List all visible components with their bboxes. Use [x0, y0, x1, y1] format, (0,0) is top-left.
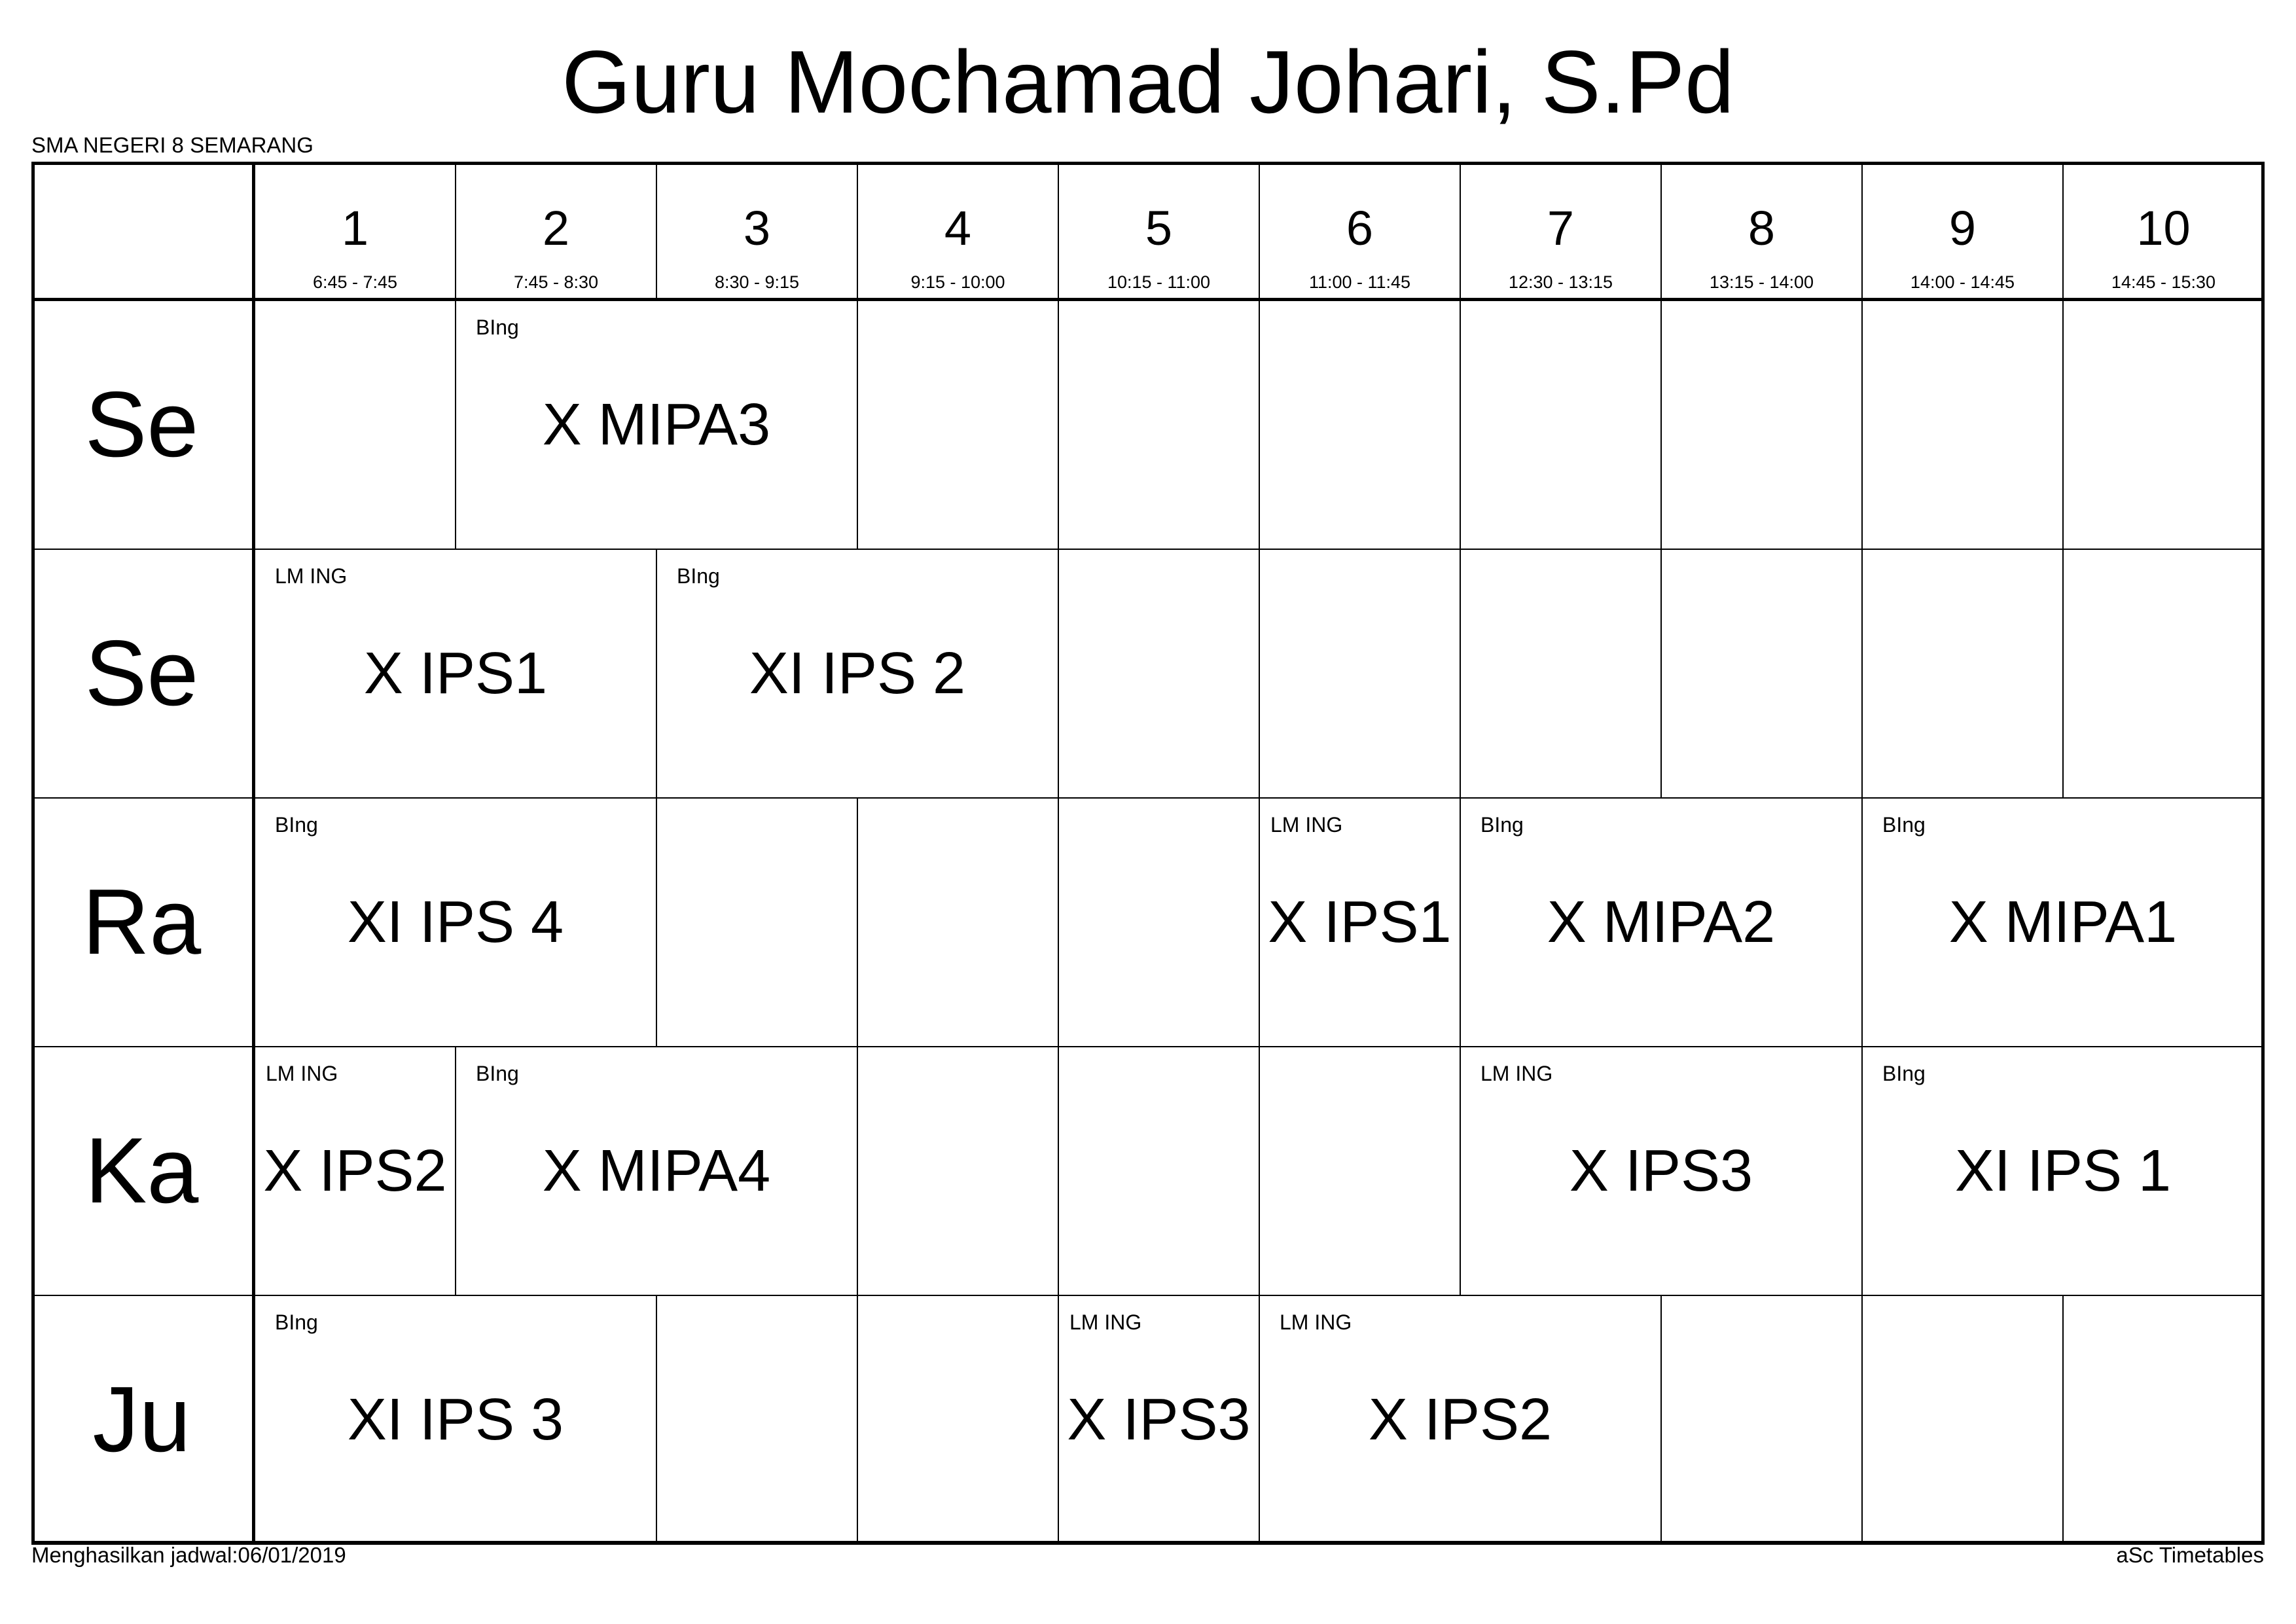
period-time: 13:15 - 14:00 [1709, 272, 1814, 292]
empty-slot[interactable] [657, 1296, 858, 1545]
lesson-card[interactable] [1461, 1047, 1863, 1296]
lesson-class: XI IPS 2 [749, 640, 966, 706]
lesson-class: X IPS3 [1569, 1138, 1753, 1204]
empty-slot[interactable] [1260, 1047, 1461, 1296]
period-header [456, 162, 657, 301]
empty-slot[interactable] [1059, 301, 1260, 550]
lesson-subject: BIng [677, 564, 720, 588]
empty-slot[interactable] [1863, 1296, 2064, 1545]
empty-slot[interactable] [1461, 550, 1662, 799]
period-header [2064, 162, 2265, 301]
period-number: 3 [743, 201, 771, 255]
empty-slot[interactable] [2064, 550, 2265, 799]
period-header [1059, 162, 1260, 301]
period-header [858, 162, 1059, 301]
lesson-class: X MIPA3 [542, 391, 771, 458]
period-number: 8 [1748, 201, 1776, 255]
lesson-card[interactable] [1863, 799, 2265, 1047]
empty-slot[interactable] [858, 301, 1059, 550]
period-header [255, 162, 456, 301]
generated-date: Menghasilkan jadwal:06/01/2019 [31, 1543, 346, 1567]
day-label: Ju [31, 1296, 255, 1545]
empty-slot[interactable] [255, 301, 456, 550]
lesson-class: XI IPS 3 [347, 1386, 564, 1453]
lesson-subject: LM ING [1280, 1310, 1352, 1334]
lesson-card[interactable] [456, 301, 858, 550]
lesson-subject: LM ING [1480, 1062, 1553, 1085]
empty-slot[interactable] [858, 1296, 1059, 1545]
lesson-class: X MIPA1 [1948, 889, 2178, 955]
period-header [1461, 162, 1662, 301]
lesson-subject: BIng [1882, 1062, 1926, 1085]
lesson-subject: BIng [476, 316, 519, 339]
period-number: 9 [1948, 201, 1977, 255]
lesson-class: XI IPS 4 [347, 889, 564, 955]
period-header [1662, 162, 1863, 301]
period-time: 7:45 - 8:30 [513, 272, 599, 292]
period-time: 10:15 - 11:00 [1107, 272, 1211, 292]
empty-slot[interactable] [1662, 550, 1863, 799]
empty-slot[interactable] [1662, 1296, 1863, 1545]
lesson-card[interactable] [255, 550, 657, 799]
period-number: 1 [341, 201, 369, 255]
lesson-subject: BIng [476, 1062, 519, 1085]
lesson-card[interactable] [456, 1047, 858, 1296]
lesson-class: X IPS1 [1268, 889, 1452, 955]
empty-slot[interactable] [858, 799, 1059, 1047]
period-header [657, 162, 858, 301]
lesson-card[interactable] [255, 1047, 456, 1296]
day-label: Ra [31, 799, 255, 1047]
empty-slot[interactable] [1461, 301, 1662, 550]
empty-slot[interactable] [1662, 301, 1863, 550]
period-time: 9:15 - 10:00 [910, 272, 1005, 292]
period-header [1863, 162, 2064, 301]
lesson-card[interactable] [1059, 1296, 1260, 1545]
lesson-card[interactable] [1260, 1296, 1662, 1545]
empty-slot[interactable] [1059, 550, 1260, 799]
lesson-subject: LM ING [1270, 813, 1343, 837]
lesson-class: X IPS3 [1067, 1386, 1251, 1453]
lesson-card[interactable] [1260, 799, 1461, 1047]
day-label: Se [31, 550, 255, 799]
lesson-subject: BIng [1882, 813, 1926, 837]
lesson-subject: LM ING [266, 1062, 338, 1085]
lesson-subject: BIng [275, 1310, 318, 1334]
lesson-class: X IPS1 [363, 640, 548, 706]
period-number: 5 [1145, 201, 1173, 255]
period-number: 2 [542, 201, 570, 255]
period-time: 8:30 - 9:15 [714, 272, 800, 292]
period-number: 4 [944, 201, 972, 255]
lesson-class: X MIPA4 [542, 1138, 771, 1204]
lesson-subject: BIng [275, 813, 318, 837]
empty-slot[interactable] [2064, 301, 2265, 550]
school-name: SMA NEGERI 8 SEMARANG [31, 133, 314, 157]
lesson-card[interactable] [1863, 1047, 2265, 1296]
empty-slot[interactable] [858, 1047, 1059, 1296]
lesson-card[interactable] [255, 1296, 657, 1545]
period-number: 10 [2136, 201, 2191, 255]
lesson-class: X MIPA2 [1547, 889, 1776, 955]
empty-slot[interactable] [1059, 799, 1260, 1047]
lesson-card[interactable] [657, 550, 1059, 799]
period-number: 6 [1346, 201, 1374, 255]
period-time: 14:00 - 14:45 [1910, 272, 2015, 292]
empty-slot[interactable] [1863, 550, 2064, 799]
software-credit: aSc Timetables [2116, 1543, 2264, 1567]
period-number: 7 [1547, 201, 1575, 255]
lesson-subject: BIng [1480, 813, 1524, 837]
period-time: 12:30 - 13:15 [1508, 272, 1613, 292]
lesson-card[interactable] [1461, 799, 1863, 1047]
lesson-card[interactable] [255, 799, 657, 1047]
period-header [1260, 162, 1461, 301]
period-time: 6:45 - 7:45 [312, 272, 398, 292]
empty-slot[interactable] [1260, 301, 1461, 550]
corner-cell [31, 162, 255, 301]
period-time: 11:00 - 11:45 [1308, 272, 1411, 292]
day-label: Ka [31, 1047, 255, 1296]
lesson-class: X IPS2 [263, 1138, 447, 1204]
empty-slot[interactable] [1059, 1047, 1260, 1296]
page-title: Guru Mochamad Johari, S.Pd [562, 32, 1734, 132]
lesson-class: XI IPS 1 [1954, 1138, 2172, 1204]
lesson-subject: LM ING [275, 564, 348, 588]
period-time: 14:45 - 15:30 [2111, 272, 2216, 292]
day-label: Se [31, 301, 255, 550]
lesson-class: X IPS2 [1368, 1386, 1552, 1453]
empty-slot[interactable] [2064, 1296, 2265, 1545]
lesson-subject: LM ING [1069, 1310, 1142, 1334]
timetable-grid [31, 162, 2265, 1544]
empty-slot[interactable] [1863, 301, 2064, 550]
empty-slot[interactable] [1260, 550, 1461, 799]
empty-slot[interactable] [657, 799, 858, 1047]
